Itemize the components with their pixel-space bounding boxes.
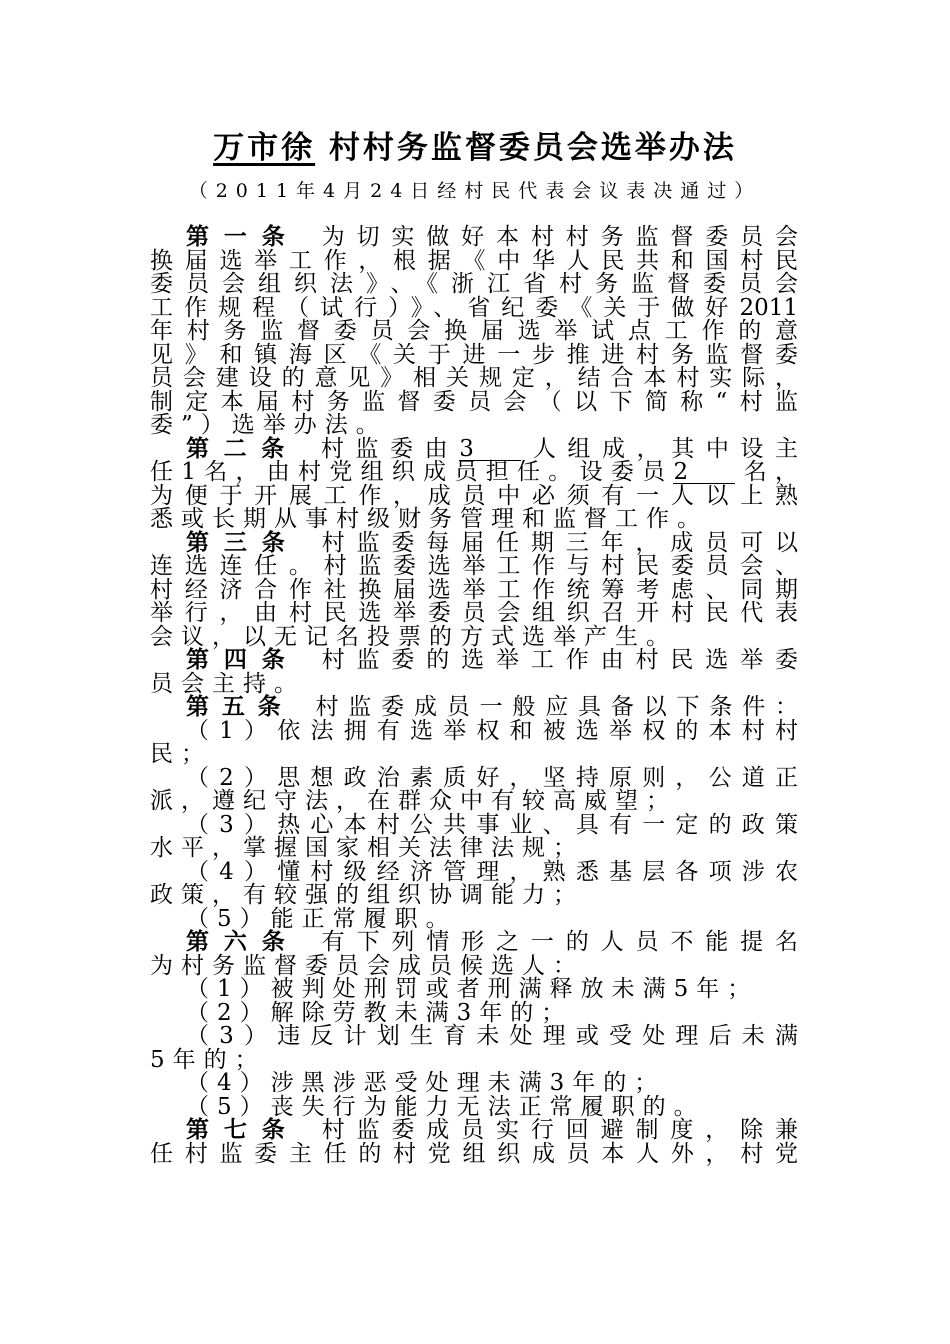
article-number: 第一条 xyxy=(186,224,300,250)
article-number: 第五条 xyxy=(186,694,294,720)
line-text: 员会建设的意见》相关规定，结合本村实际， xyxy=(150,365,798,391)
line-text: 水平，掌握国家相关法律法规； xyxy=(150,835,584,861)
line-text: 工作规程（试行）》、省纪委《关于做好2011 xyxy=(150,294,798,321)
line-text: （2）解除劳教未满3年的； xyxy=(186,999,573,1026)
line-text: 村经济合作社换届选举工作统筹考虑、同期 xyxy=(150,576,798,603)
article-number: 第七条 xyxy=(186,1117,300,1143)
line-text: （2）思想政治素质好，坚持原则，公道正 xyxy=(186,764,798,791)
line-text: 任村监委主任的村党组织成员本人外，村党 xyxy=(150,1140,798,1167)
line-text: 年村务监督委员会换届选举试点工作的意 xyxy=(150,318,798,344)
line-text: 委员会组织法》、《浙江省村务监督委员会 xyxy=(150,271,798,297)
line-text: 政策，有较强的组织协调能力； xyxy=(150,882,584,908)
line-text: 制定本届村务监督委员会（以下简称“村监 xyxy=(150,388,798,415)
line-text: （5）能正常履职。 xyxy=(186,905,457,932)
line-text: 任1名，由村党组织成员担任。设委员 xyxy=(150,459,674,485)
line-text: 悉或长期从事村级财务管理和监督工作。 xyxy=(150,506,708,532)
line-text: 有下列情形之一的人员不能提名 xyxy=(321,929,798,955)
line-text: 5年的； xyxy=(150,1046,266,1073)
line-text: 换届选举工作，根据《中华人民共和国村民 xyxy=(150,247,798,274)
line-text: 名， xyxy=(735,459,799,485)
line-text: 会议，以无记名投票的方式选举产生。 xyxy=(150,623,677,650)
article-number: 第三条 xyxy=(186,529,300,556)
document-title xyxy=(0,128,950,168)
article-number: 第四条 xyxy=(186,647,300,673)
article-number: 第二条 xyxy=(186,435,299,462)
line-text: 人组成，其中设主 xyxy=(521,435,799,462)
line-text: 村监委每届任期三年，成员可以 xyxy=(321,529,798,556)
line-text: 连选连任。村监委选举工作与村民委员会、 xyxy=(150,553,798,579)
line-text: 村监委成员实行回避制度，除兼 xyxy=(321,1117,798,1143)
line-text: 为村务监督委员会成员候选人： xyxy=(150,952,584,979)
line-text: 员会主持。 xyxy=(150,670,305,697)
line-text: 举行，由村民选举委员会组织召开村民代表 xyxy=(150,600,798,626)
article-number: 第六条 xyxy=(186,929,300,955)
line-text: 村监委的选举工作由村民选举委 xyxy=(321,647,798,673)
fill-blank: 2 xyxy=(673,461,735,484)
document-subtitle: （2011年4月24日经村民代表会议表决通过） xyxy=(188,180,762,202)
title-village-name: 万市徐 xyxy=(213,130,316,166)
line-text: （5）丧失行为能力无法正常履职的。 xyxy=(186,1093,705,1120)
fill-blank: 3 xyxy=(459,438,521,461)
line-text: 见》和镇海区《关于进一步推进村务监督委 xyxy=(150,341,798,368)
line-text: 民； xyxy=(150,741,212,767)
line-text: （4）涉黑涉恶受处理未满3年的； xyxy=(186,1070,666,1096)
line-text: 派，遵纪守法，在群众中有较高威望； xyxy=(150,788,677,814)
text-line xyxy=(150,1141,798,1168)
line-text: 村监委成员一般应具备以下条件： xyxy=(315,694,799,720)
line-text: 为切实做好本村村务监督委员会 xyxy=(321,224,798,250)
line-text: （1）被判处刑罚或者刑满释放未满5年； xyxy=(186,976,759,1002)
line-text: （1）依法拥有选举权和被选举权的本村村 xyxy=(186,717,798,744)
line-text: （4）懂村级经济管理，熟悉基层各项涉农 xyxy=(186,858,798,885)
line-text: （3）热心本村公共事业、具有一定的政策 xyxy=(186,811,798,838)
line-text: （3）违反计划生育未处理或受处理后未满 xyxy=(186,1023,798,1049)
line-text: 为便于开展工作，成员中必须有一人以上熟 xyxy=(150,482,798,509)
title-text: 村村务监督委员会选举办法 xyxy=(328,130,737,166)
line-text: 村监委由 xyxy=(320,435,460,462)
line-text: 委”）选举办法。 xyxy=(150,412,387,438)
